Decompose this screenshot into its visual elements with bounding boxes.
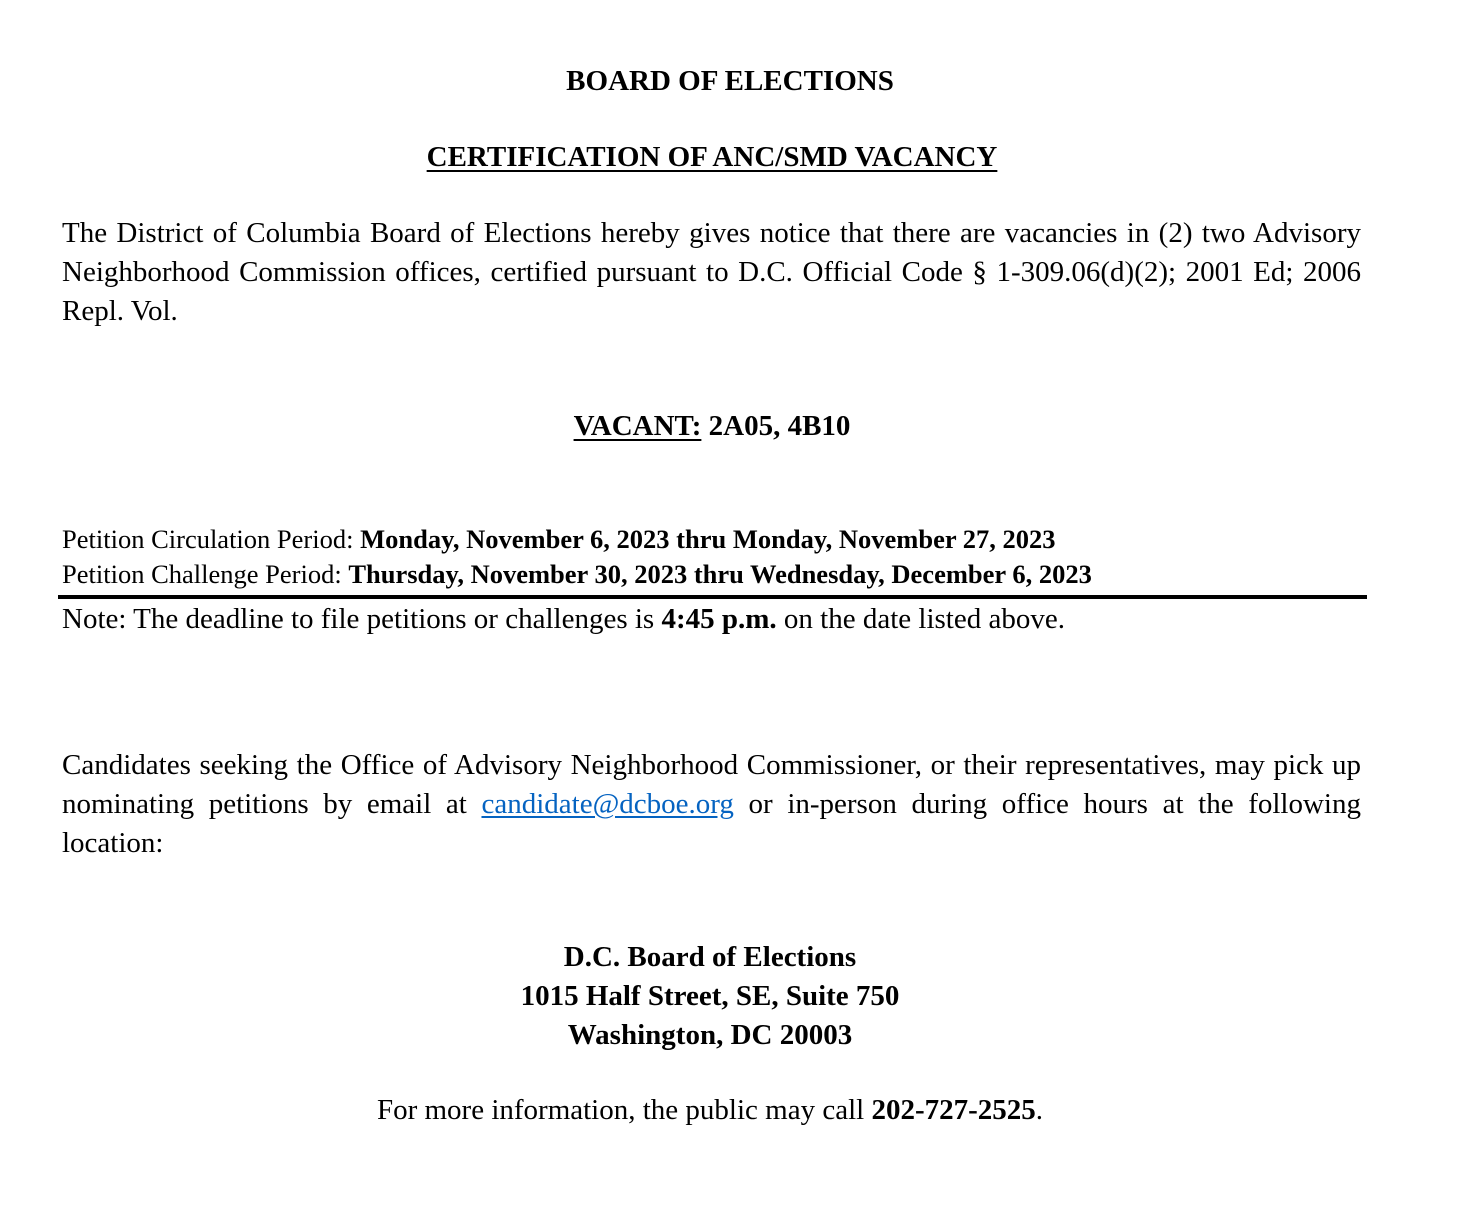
petition-periods [62,522,1367,592]
document-title: BOARD OF ELECTIONS [566,65,894,97]
vacant-line [0,407,1424,445]
candidates-text-before: Candidates seeking the Office of Advisory Neighborhood Commissioner, or their representatives, may pick up nominating petitions by email at [62,749,1361,820]
intro-paragraph: The District of Columbia Board of Elections hereby gives notice that there are vacancies in (2) two Advisory Neighborhood Commission offices, certified pursuant to D.C. Official Code § 1-309.06(d)(2); 2001 Ed; 2006 Repl. Vol. [62,217,1361,327]
document-subtitle [0,138,1424,176]
contact-line [0,1091,1420,1129]
candidates-paragraph [62,746,1361,863]
note-time: 4:45 p.m. [661,603,777,635]
challenge-period [62,557,1367,592]
circulation-label: Petition Circulation Period: [62,524,361,554]
address-city: Washington, DC 20003 [567,1019,853,1051]
address-street: 1015 Half Street, SE, Suite 750 [520,980,900,1012]
candidates-text-after: or in-person during office hours at the following location: [62,788,1361,859]
challenge-dates: Thursday, November 30, 2023 thru Wednesday, December 6, 2023 [348,559,1092,589]
address-name: D.C. Board of Elections [563,941,857,973]
circulation-dates: Monday, November 6, 2023 thru Monday, November 27, 2023 [360,524,1056,554]
candidate-email-link[interactable]: candidate@dcboe.org [481,788,734,820]
contact-suffix: . [1035,1094,1044,1126]
note-prefix: Note: The deadline to file petitions or challenges is [62,603,662,635]
note-suffix: on the date listed above. [776,603,1065,635]
office-address [0,938,1420,1055]
contact-prefix: For more information, the public may call [376,1094,872,1126]
divider-rule [58,595,1367,599]
vacant-label: VACANT: [573,410,702,442]
subtitle-text: CERTIFICATION OF ANC/SMD VACANCY [426,141,998,173]
deadline-note [62,600,1367,638]
challenge-label: Petition Challenge Period: [62,559,349,589]
circulation-period [62,522,1367,557]
contact-phone: 202-727-2525 [871,1094,1036,1126]
vacant-districts: 2A05, 4B10 [708,410,851,442]
